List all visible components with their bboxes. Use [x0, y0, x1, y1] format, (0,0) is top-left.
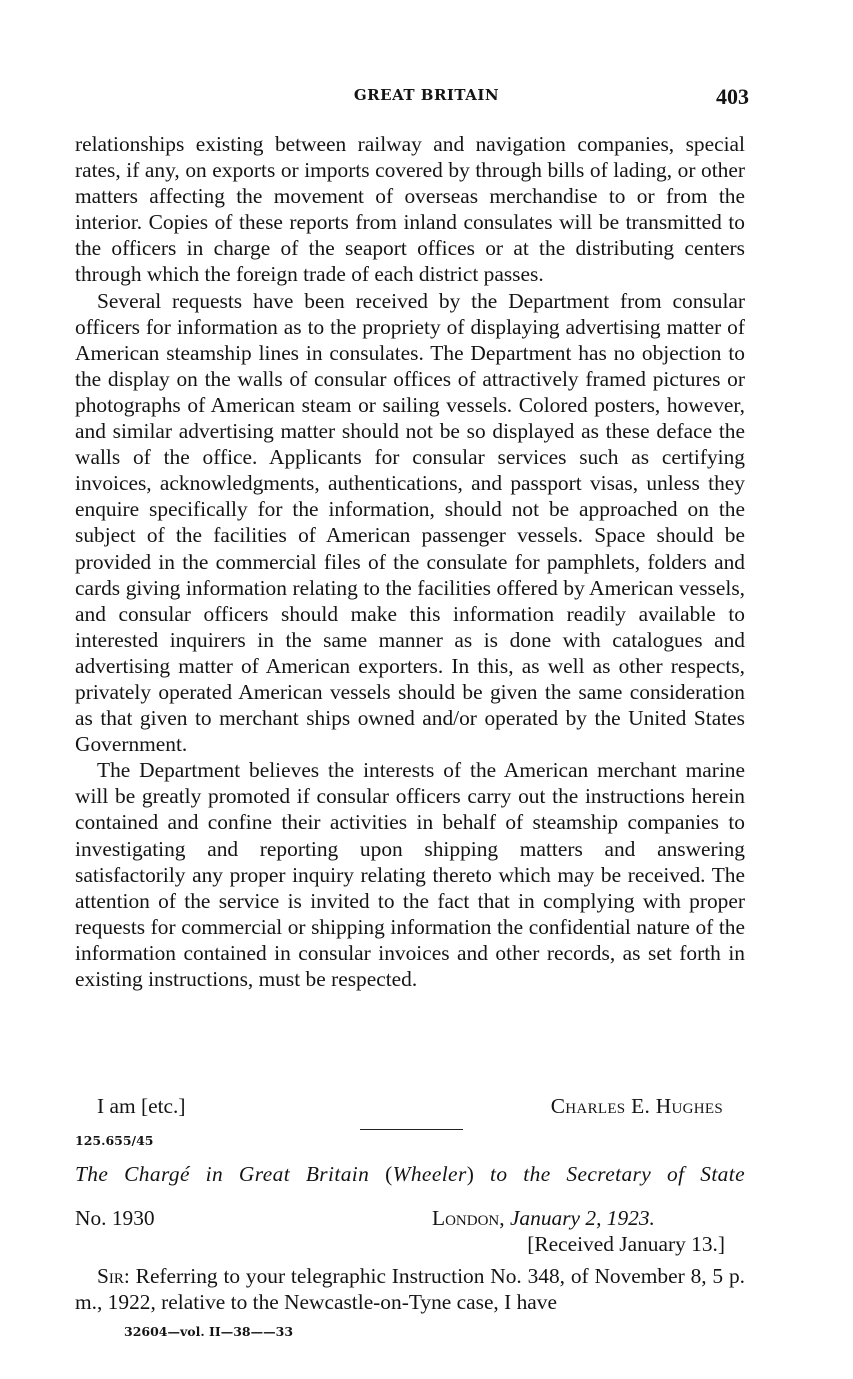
body-text	[75, 131, 745, 992]
paragraph: The Department believes the interests of the American merchant marine will be greatly promoted if consular officers carry out the instructions herein contained and confine their activities in behalf of steamship companies to investigating and reporting upon shipping matters and answering satisfactorily any proper inquiry relating thereto which may be received. The attention of the service is invited to the fact that in complying with proper requests for commercial or shipping information the confidential nature of the information contained in consular invoices and other records, as set forth in existing instructions, must be respected.	[75, 758, 745, 991]
heading-sender: The Chargé in Great Britain	[75, 1162, 370, 1186]
received-note: [Received January 13.]	[527, 1232, 725, 1256]
paragraph-continued: relationships existing between railway and navigation companies, special rates, if any, on exports or imports covered by through bills of lading, or other matters affecting the movement of overseas merchandise to or from the interior. Copies of these reports from inland consulates will be transmitted to the officers in charge of the seaport offices or at the distributing centers through which the foreign trade of each district passes.	[75, 132, 745, 287]
signature: Charles E. Hughes	[550, 1094, 723, 1118]
salutation: Sir:	[97, 1264, 130, 1288]
page-number: 403	[716, 84, 749, 109]
running-title: GREAT BRITAIN	[353, 86, 500, 104]
document-heading	[75, 1162, 745, 1187]
heading-open-paren: (	[385, 1162, 393, 1186]
print-signature: 32604—vol. II—38——33	[124, 1324, 294, 1339]
opening-text: Referring to your telegraphic Instruction No. 348, of November 8, 5 p. m., 1922, relative to the Newcastle-on-Tyne case, I have	[75, 1264, 745, 1315]
dateline-place: London,	[432, 1206, 505, 1230]
letter-opening	[75, 1263, 745, 1315]
dateline-date: January 2, 1923.	[509, 1206, 655, 1230]
closing-phrase: I am [etc.]	[97, 1094, 186, 1118]
section-divider	[360, 1129, 463, 1130]
file-number: 125.655/45	[75, 1133, 154, 1148]
heading-recipient: to the Secretary of State	[490, 1162, 746, 1186]
dateline	[432, 1206, 655, 1231]
opening-paragraph	[75, 1263, 745, 1315]
paragraph: Several requests have been received by the Department from consular officers for information as to the propriety of displaying advertising matter of American steamship lines in consulates. The Department has no objection to the display on the walls of consular offices of attractively framed pictures or photographs of American steam or sailing vessels. Colored posters, however, and similar advertising matter should not be so displayed as these deface the walls of the office. Applicants for consular services such as certifying invoices, acknowledgments, authentications, and passport visas, unless they enquire specifically for the information, should not be approached on the subject of the facilities of American passenger vessels. Space should be provided in the commercial files of the consulate for pamphlets, folders and cards giving information relating to the facilities offered by American vessels, and consular officers should make this information readily available to interested inquirers in the same manner as is done with catalogues and advertising matter of American exporters. In this, as well as other respects, privately operated American vessels should be given the same consideration as that given to merchant ships owned and/or operated by the United States Government.	[75, 288, 745, 757]
heading-name: Wheeler	[392, 1162, 467, 1186]
heading-close-paren: )	[466, 1162, 475, 1186]
document-number: No. 1930	[75, 1206, 155, 1230]
